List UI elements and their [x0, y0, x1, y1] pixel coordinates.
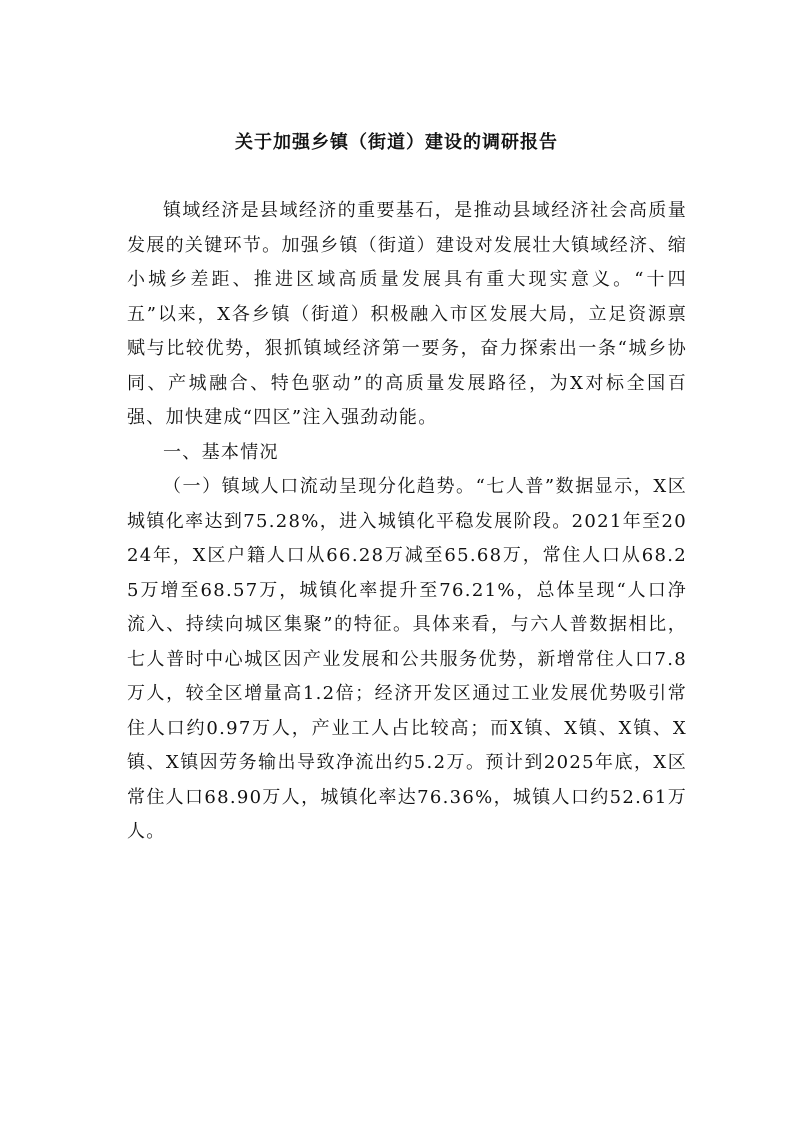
document-title: 关于加强乡镇（街道）建设的调研报告	[235, 132, 558, 153]
intro-paragraph: 镇域经济是县域经济的重要基石，是推动县域经济社会高质量发展的关键环节。加强乡镇（街道）建设对发展壮大镇域经济、缩小城乡差距、推进区域高质量发展具有重大现实意义。“十四五”以来，X各乡镇（街道）积极融入市区发展大局，立足资源禀赋与比较优势，狠抓镇域经济第一要务，奋力探索出一条“城乡协同、产城融合、特色驱动”的高质量发展路径，为X对标全国百强、加快建成“四区”注入强劲动能。	[127, 200, 687, 428]
section-heading-basic-situation: 一、基本情况	[163, 441, 279, 463]
population-paragraph: （一）镇域人口流动呈现分化趋势。“七人普”数据显示，X区城镇化率达到75.28%，进入城镇化平稳发展阶段。2021年至2024年，X区户籍人口从66.28万减至65.68万，常住人口从68.25万增至68.57万，城镇化率提升至76.21%，总体呈现“人口净流入、持续向城区集聚”的特征。具体来看，与六人普数据相比，七人普时中心城区因产业发展和公共服务优势，新增常住人口7.8万人，较全区增量高1.2倍；经济开发区通过工业发展优势吸引常住人口约0.97万人，产业工人占比较高；而X镇、X镇、X镇、X镇、X镇因劳务输出导致净流出约5.2万。预计到2025年底，X区常住人口68.90万人，城镇化率达76.36%，城镇人口约52.61万人。	[127, 476, 687, 842]
document-body	[127, 194, 687, 850]
